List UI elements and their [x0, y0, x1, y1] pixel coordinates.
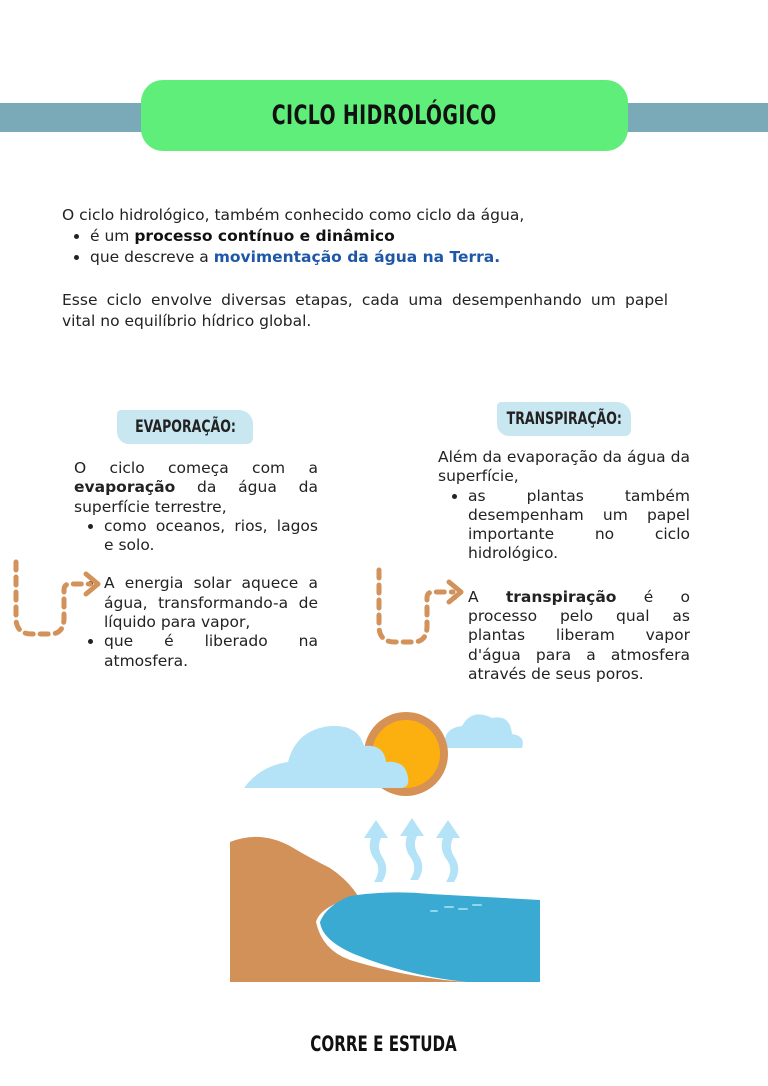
transpiracao-bullet-2-suffix: é o processo pelo qual as plantas liberam vapor d'água para a atmosfera através de seus poros. [468, 587, 691, 683]
intro-bullet-2-highlight: movimentação da água na Terra. [213, 248, 501, 266]
dashed-arrow-icon [10, 558, 102, 640]
evaporacao-list-1 [74, 517, 318, 556]
intro-bullet-1-bold: processo contínuo e dinâmico [134, 227, 395, 245]
page-title: CICLO HIDROLÓGICO [272, 100, 497, 131]
water-cycle-illustration [230, 700, 540, 990]
evaporacao-heading [117, 410, 253, 444]
evaporacao-lead-bold: evaporação [74, 478, 176, 497]
evaporacao-heading-text: EVAPORAÇÃO: [134, 417, 236, 437]
intro-bullets [62, 226, 668, 268]
dashed-arrow-icon [373, 566, 465, 648]
footer [0, 1032, 768, 1056]
transpiracao-bullet-2 [468, 588, 690, 684]
intro-bullet-2 [90, 247, 668, 268]
transpiracao-lead: Além da evaporação da água da superfície, [438, 448, 690, 486]
intro-bullet-2-text: que descreve a [90, 248, 214, 266]
cloud-icon [445, 714, 523, 748]
evaporacao-lead-suffix: da água da superfície terrestre, [74, 478, 318, 516]
evaporacao-bullet-2: • A energia solar aquece a água, transformando-a de líquido para vapor, [104, 574, 318, 632]
vapor-arrow-icon [364, 818, 460, 882]
evaporacao-list-2 [74, 574, 318, 670]
transpiracao-list-2 [438, 588, 690, 684]
evaporacao-column [74, 459, 318, 671]
transpiracao-list-1 [438, 487, 690, 564]
footer-text: CORRE E ESTUDA [310, 1032, 458, 1056]
evaporacao-lead-text: O ciclo começa com a [74, 459, 318, 477]
title-banner [141, 80, 628, 151]
intro-bullet-1 [90, 226, 668, 247]
transpiracao-heading-text: TRANSPIRAÇÃO: [506, 409, 622, 429]
intro-section [62, 205, 668, 332]
evaporacao-bullet-3: • que é liberado na atmosfera. [104, 632, 318, 671]
transpiracao-bullet-2-text: A [468, 587, 506, 606]
intro-bullet-1-text: é um [90, 227, 135, 245]
intro-paragraph: Esse ciclo envolve diversas etapas, cada uma desempenhando um papel vital no equilíbrio hídrico global. [62, 291, 668, 330]
evaporacao-lead [74, 459, 318, 517]
evaporacao-bullet-1: • como oceanos, rios, lagos e solo. [104, 517, 318, 556]
transpiracao-heading [497, 402, 631, 436]
intro-line: O ciclo hidrológico, também conhecido como ciclo da água, [62, 206, 525, 224]
transpiracao-column [438, 448, 690, 684]
transpiracao-bullet-2-bold: transpiração [505, 587, 617, 606]
transpiracao-bullet-1: • as plantas também desempenham um papel importante no ciclo hidrológico. [468, 487, 690, 564]
